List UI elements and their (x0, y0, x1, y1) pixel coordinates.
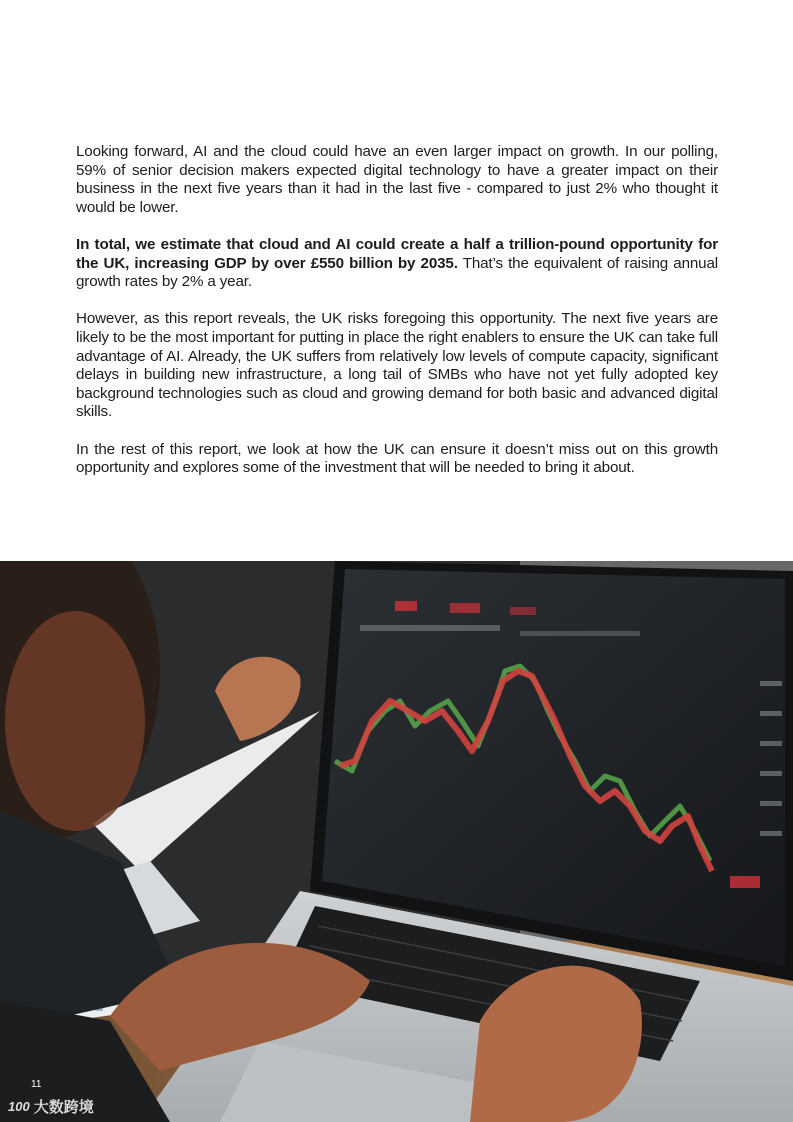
paragraph-4: In the rest of this report, we look at how the UK can ensure it doesn’t miss out on this growth opportunity and explores some of the investment that will be needed to bring it about. (76, 440, 718, 477)
watermark-logo-icon: 100 (8, 1099, 30, 1114)
watermark-text: 大数跨境 (33, 1099, 94, 1116)
laptop-trading-photo (0, 561, 793, 1122)
photo-illustration (0, 561, 793, 1122)
watermark (8, 1096, 94, 1117)
paragraph-2 (76, 236, 718, 292)
paragraph-2-rest: That’s the equivalent of raising annual growth rates by 2% a year. (76, 254, 718, 291)
paragraph-1: Looking forward, AI and the cloud could have an even larger impact on growth. In our polling, 59% of senior decision makers expected digital technology to have a greater impact on their business in the next five years than it had in the last five - compared to just 2% who thought it would be lower. (76, 143, 718, 216)
paragraph-2-bold: In total, we estimate that cloud and AI could create a half a trillion-pound opportunity for the UK, increasing GDP by over £550 billion by 2035. (76, 235, 718, 272)
paragraph-3: However, as this report reveals, the UK risks foregoing this opportunity. The next five years are likely to be the most important for putting in place the right enablers to ensure the UK can take full advantage of AI. Already, the UK suffers from relatively low levels of compute capacity, significant delays in building new infrastructure, a long tail of SMBs who have not yet fully adopted key background technologies such as cloud and growing demand for both basic and advanced digital skills. (76, 310, 718, 421)
page-number: 11 (31, 1079, 42, 1090)
body-text (76, 143, 718, 496)
